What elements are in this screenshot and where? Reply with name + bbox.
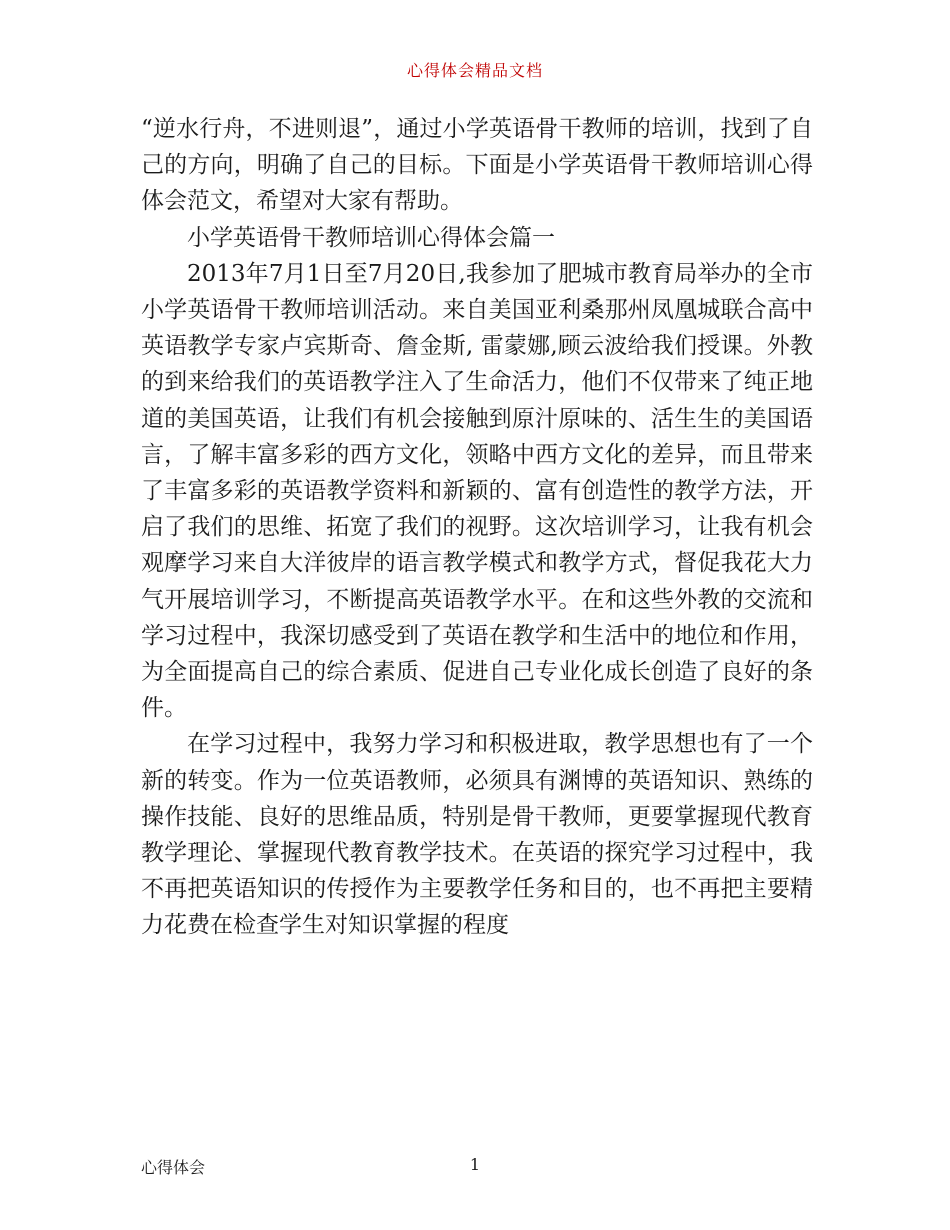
body-paragraph: 2013年7月1日至7月20日,我参加了肥城市教育局举办的全市小学英语骨干教师培训活动。来自美国亚利桑那州凤凰城联合高中英语教学专家卢宾斯奇、詹金斯, 雷蒙娜,顾云波给我们授课。外教的到来给我们的英语教学注入了生命活力，他们不仅带来了纯正地道的美国英语，让我们有机会接触到原汁原味的、活生生的美国语言，了解丰富多彩的西方文化，领略中西方文化的差异，而且带来了丰富多彩的英语教学资料和新颖的、富有创造性的教学方法，开启了我们的思维、拓宽了我们的视野。这次培训学习，让我有机会观摩学习来自大洋彼岸的语言教学模式和教学方式，督促我花大力气开展培训学习，不断提高英语教学水平。在和这些外教的交流和学习过程中，我深切感受到了英语在教学和生活中的地位和作用，为全面提高自己的综合素质、促进自己专业化成长创造了良好的条件。 xyxy=(141,260,813,722)
page-header-title: 心得体会精品文档 xyxy=(406,61,543,80)
body-paragraph: 在学习过程中，我努力学习和积极进取，教学思想也有了一个新的转变。作为一位英语教师，必须具有渊博的英语知识、熟练的操作技能、良好的思维品质，特别是骨干教师，更要掌握现代教育教学理论、掌握现代教育教学技术。在英语的探究学习过程中，我不再把英语知识的传授作为主要教学任务和目的，也不再把主要精力花费在检查学生对知识掌握的程度 xyxy=(141,731,813,939)
document-body xyxy=(141,111,813,944)
section-heading: 小学英语骨干教师培训心得体会篇一 xyxy=(187,224,555,251)
footer-label: 心得体会 xyxy=(141,1158,206,1177)
intro-paragraph: “逆水行舟，不进则退”，通过小学英语骨干教师的培训，找到了自己的方向，明确了自己的目标。下面是小学英语骨干教师培训心得体会范文，希望对大家有帮助。 xyxy=(141,116,813,215)
page-number: 1 xyxy=(469,1155,481,1174)
